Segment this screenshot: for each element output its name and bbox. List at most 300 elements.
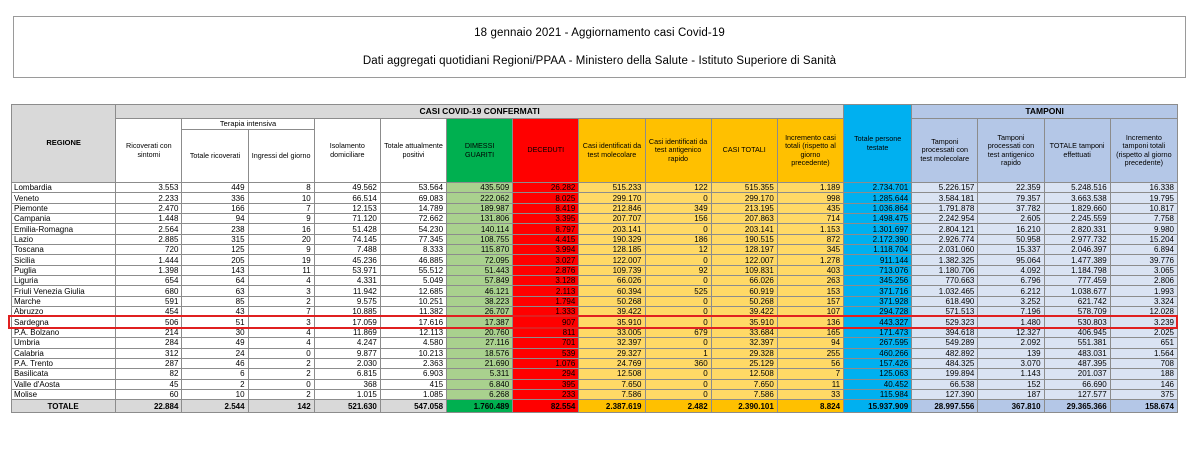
table-cell: 122.007 (711, 255, 777, 265)
table-cell: 66.026 (711, 276, 777, 286)
table-cell: 19 (248, 255, 314, 265)
table-cell: 4 (248, 338, 314, 348)
table-cell: 1.278 (777, 255, 843, 265)
table-row (12, 203, 1178, 213)
table-cell: 51 (182, 317, 248, 327)
table-cell: 5.311 (447, 369, 513, 379)
table-cell: 7.488 (314, 245, 380, 255)
table-cell: 12.327 (978, 327, 1044, 337)
table-cell: 2.030 (314, 358, 380, 368)
table-cell: 2.172.390 (844, 234, 912, 244)
header-deceduti: DECEDUTI (513, 119, 579, 183)
table-cell: 107 (777, 307, 843, 317)
region-name: Abruzzo (12, 307, 116, 317)
table-cell: 435.509 (447, 183, 513, 193)
table-cell: 46 (182, 358, 248, 368)
table-row (12, 224, 1178, 234)
table-cell: 157 (777, 296, 843, 306)
table-cell: 233 (513, 389, 579, 399)
table-cell: 12.685 (380, 286, 446, 296)
table-cell: 3 (248, 317, 314, 327)
table-cell: 238 (182, 224, 248, 234)
table-cell: 128.185 (579, 245, 645, 255)
table-cell: 60 (116, 389, 182, 399)
table-cell: 315 (182, 234, 248, 244)
table-cell: 651 (1110, 338, 1177, 348)
table-cell: 1.382.325 (912, 255, 978, 265)
table-cell: 415 (380, 379, 446, 389)
table-cell: 50.958 (978, 234, 1044, 244)
table-cell: 71.120 (314, 214, 380, 224)
table-cell: 1.189 (777, 183, 843, 193)
total-row (12, 400, 1178, 413)
table-cell: 1.760.489 (447, 400, 513, 413)
region-name: Toscana (12, 245, 116, 255)
region-name: Sardegna (12, 317, 116, 327)
table-cell: 25.129 (711, 358, 777, 368)
table-cell: 1.076 (513, 358, 579, 368)
table-cell: 454 (116, 307, 182, 317)
table-cell: 1.794 (513, 296, 579, 306)
table-cell: 2 (248, 296, 314, 306)
table-cell: 714 (777, 214, 843, 224)
table-cell: 654 (116, 276, 182, 286)
table-cell: 0 (645, 276, 711, 286)
table-cell: 2.804.121 (912, 224, 978, 234)
table-cell: 131.806 (447, 214, 513, 224)
report-header (13, 16, 1186, 78)
table-cell: 32.397 (711, 338, 777, 348)
table-cell: 2.390.101 (711, 400, 777, 413)
report-subtitle: Dati aggregati quotidiani Regioni/PPAA - Ministero della Salute - Istituto Superiore di Sanità (362, 55, 837, 67)
region-name: Umbria (12, 338, 116, 348)
table-cell: 3.584.181 (912, 193, 978, 203)
table-cell: 449 (182, 183, 248, 193)
table-cell: 157.426 (844, 358, 912, 368)
table-cell: 713.076 (844, 265, 912, 275)
table-cell: 6.815 (314, 369, 380, 379)
table-cell: 156 (645, 214, 711, 224)
table-cell: 29.365.366 (1044, 400, 1110, 413)
table-cell: 190.515 (711, 234, 777, 244)
table-cell: 10.251 (380, 296, 446, 306)
table-cell: 2.031.060 (912, 245, 978, 255)
table-cell: 872 (777, 234, 843, 244)
table-cell: 115.870 (447, 245, 513, 255)
table-cell: 207.863 (711, 214, 777, 224)
table-cell: 26.282 (513, 183, 579, 193)
table-cell: 294.728 (844, 307, 912, 317)
table-cell: 1.480 (978, 317, 1044, 327)
table-cell: 2.113 (513, 286, 579, 296)
table-cell: 166 (182, 203, 248, 213)
table-cell: 153 (777, 286, 843, 296)
table-cell: 1.143 (978, 369, 1044, 379)
header-casi-totali: CASI TOTALI (711, 119, 777, 183)
region-name: Friuli Venezia Giulia (12, 286, 116, 296)
table-cell: 0 (248, 348, 314, 358)
table-cell: 0 (645, 307, 711, 317)
table-cell: 1.498.475 (844, 214, 912, 224)
table-cell: 158.674 (1110, 400, 1177, 413)
table-cell: 2 (248, 358, 314, 368)
table-cell: 9.877 (314, 348, 380, 358)
table-cell: 2.977.732 (1044, 234, 1110, 244)
table-cell: 1.015 (314, 389, 380, 399)
table-cell: 125.063 (844, 369, 912, 379)
table-cell: 8.419 (513, 203, 579, 213)
table-cell: 16.338 (1110, 183, 1177, 193)
table-row (12, 389, 1178, 399)
table-cell: 27.116 (447, 338, 513, 348)
region-name: Molise (12, 389, 116, 399)
header-terapia-intensiva: Terapia intensiva (182, 119, 314, 130)
table-cell: 35.910 (579, 317, 645, 327)
table-cell: 55.512 (380, 265, 446, 275)
table-cell: 33 (777, 389, 843, 399)
table-cell: 4.415 (513, 234, 579, 244)
table-cell: 284 (116, 338, 182, 348)
table-row (12, 265, 1178, 275)
header-tamponi-molecolare: Tamponi processati con test molecolare (912, 119, 978, 183)
header-totale-tamponi: TOTALE tamponi effettuati (1044, 119, 1110, 183)
table-cell: 186 (645, 234, 711, 244)
table-cell: 22.884 (116, 400, 182, 413)
table-cell: 53.564 (380, 183, 446, 193)
table-cell: 7.650 (711, 379, 777, 389)
table-cell: 777.459 (1044, 276, 1110, 286)
table-cell: 17.387 (447, 317, 513, 327)
region-name: P.A. Trento (12, 358, 116, 368)
table-cell: 10.213 (380, 348, 446, 358)
table-cell: 39.776 (1110, 255, 1177, 265)
table-cell: 375 (1110, 389, 1177, 399)
table-cell: 57.849 (447, 276, 513, 286)
table-cell: 907 (513, 317, 579, 327)
table-cell: 0 (645, 317, 711, 327)
region-name: Veneto (12, 193, 116, 203)
table-cell: 2.564 (116, 224, 182, 234)
table-cell: 10 (182, 389, 248, 399)
table-cell: 6 (182, 369, 248, 379)
table-cell: 525 (645, 286, 711, 296)
table-cell: 539 (513, 348, 579, 358)
table-cell: 16.210 (978, 224, 1044, 234)
table-cell: 2.926.774 (912, 234, 978, 244)
table-cell: 618.490 (912, 296, 978, 306)
table-cell: 1.180.706 (912, 265, 978, 275)
table-cell: 43 (182, 307, 248, 317)
table-cell: 0 (645, 338, 711, 348)
table-cell: 32.397 (579, 338, 645, 348)
table-row (12, 234, 1178, 244)
table-cell: 2.482 (645, 400, 711, 413)
table-cell: 10 (248, 193, 314, 203)
table-cell: 2.734.701 (844, 183, 912, 193)
table-cell: 171.473 (844, 327, 912, 337)
table-cell: 1.993 (1110, 286, 1177, 296)
table-cell: 551.381 (1044, 338, 1110, 348)
table-cell: 128.197 (711, 245, 777, 255)
table-cell: 4.580 (380, 338, 446, 348)
table-cell: 7.650 (579, 379, 645, 389)
table-cell: 2.025 (1110, 327, 1177, 337)
table-cell: 66.538 (912, 379, 978, 389)
region-name: Lazio (12, 234, 116, 244)
table-row (12, 245, 1178, 255)
table-cell: 998 (777, 193, 843, 203)
table-cell: 203.141 (579, 224, 645, 234)
table-cell: 69.083 (380, 193, 446, 203)
table-cell: 74.145 (314, 234, 380, 244)
section-casi-confermati: CASI COVID-19 CONFERMATI (116, 105, 844, 119)
table-row (12, 369, 1178, 379)
table-cell: 6.212 (978, 286, 1044, 296)
table-row (12, 276, 1178, 286)
table-cell: 3.252 (978, 296, 1044, 306)
table-cell: 139 (978, 348, 1044, 358)
table-cell: 94 (777, 338, 843, 348)
table-cell: 9.980 (1110, 224, 1177, 234)
table-cell: 22.359 (978, 183, 1044, 193)
table-cell: 11 (777, 379, 843, 389)
table-cell: 19.795 (1110, 193, 1177, 203)
table-cell: 3.395 (513, 214, 579, 224)
table-cell: 4.331 (314, 276, 380, 286)
table-cell: 679 (645, 327, 711, 337)
table-cell: 2.233 (116, 193, 182, 203)
table-cell: 811 (513, 327, 579, 337)
table-cell: 49 (182, 338, 248, 348)
table-cell: 20.760 (447, 327, 513, 337)
total-label: TOTALE (12, 400, 116, 413)
table-cell: 109.739 (579, 265, 645, 275)
table-cell: 10.885 (314, 307, 380, 317)
table-row (12, 183, 1178, 193)
region-name: Emilia-Romagna (12, 224, 116, 234)
table-cell: 45.236 (314, 255, 380, 265)
table-cell: 2.387.619 (579, 400, 645, 413)
table-cell: 1.564 (1110, 348, 1177, 358)
table-cell: 547.058 (380, 400, 446, 413)
table-cell: 50.268 (711, 296, 777, 306)
table-cell: 6.796 (978, 276, 1044, 286)
table-row (12, 255, 1178, 265)
table-cell: 708 (1110, 358, 1177, 368)
table-cell: 45 (116, 379, 182, 389)
table-cell: 30 (182, 327, 248, 337)
table-cell: 4 (248, 276, 314, 286)
table-cell: 38.223 (447, 296, 513, 306)
table-cell: 15.204 (1110, 234, 1177, 244)
table-cell: 482.892 (912, 348, 978, 358)
table-cell: 122 (645, 183, 711, 193)
table-cell: 2.885 (116, 234, 182, 244)
table-cell: 212.846 (579, 203, 645, 213)
table-row (12, 317, 1178, 327)
region-name: Sicilia (12, 255, 116, 265)
table-cell: 51.443 (447, 265, 513, 275)
table-cell: 371.928 (844, 296, 912, 306)
table-cell: 571.513 (912, 307, 978, 317)
table-cell: 0 (248, 379, 314, 389)
table-cell: 2.605 (978, 214, 1044, 224)
table-cell: 115.984 (844, 389, 912, 399)
table-cell: 443.327 (844, 317, 912, 327)
table-cell: 621.742 (1044, 296, 1110, 306)
table-row (12, 379, 1178, 389)
table-cell: 66.026 (579, 276, 645, 286)
table-cell: 12.153 (314, 203, 380, 213)
table-cell: 0 (645, 224, 711, 234)
header-casi-molecolare: Casi identificati da test molecolare (579, 119, 645, 183)
table-cell: 406.945 (1044, 327, 1110, 337)
table-cell: 435 (777, 203, 843, 213)
table-cell: 0 (645, 193, 711, 203)
table-cell: 9 (248, 214, 314, 224)
table-cell: 7.586 (711, 389, 777, 399)
table-cell: 1.477.389 (1044, 255, 1110, 265)
table-cell: 3.128 (513, 276, 579, 286)
region-name: Marche (12, 296, 116, 306)
table-cell: 267.595 (844, 338, 912, 348)
table-cell: 312 (116, 348, 182, 358)
table-cell: 21.690 (447, 358, 513, 368)
table-cell: 720 (116, 245, 182, 255)
table-cell: 2.245.559 (1044, 214, 1110, 224)
region-name: Campania (12, 214, 116, 224)
table-cell: 299.170 (711, 193, 777, 203)
region-name: Puglia (12, 265, 116, 275)
table-cell: 140.114 (447, 224, 513, 234)
table-cell: 77.345 (380, 234, 446, 244)
table-cell: 4 (248, 327, 314, 337)
table-cell: 345 (777, 245, 843, 255)
table-cell: 1.398 (116, 265, 182, 275)
table-cell: 294 (513, 369, 579, 379)
table-cell: 24.769 (579, 358, 645, 368)
table-cell: 33.005 (579, 327, 645, 337)
table-cell: 51.428 (314, 224, 380, 234)
table-cell: 7 (248, 307, 314, 317)
table-cell: 2.242.954 (912, 214, 978, 224)
table-cell: 371.716 (844, 286, 912, 296)
table-cell: 37.782 (978, 203, 1044, 213)
table-row (12, 286, 1178, 296)
table-cell: 7.196 (978, 307, 1044, 317)
table-cell: 7.586 (579, 389, 645, 399)
region-name: Lombardia (12, 183, 116, 193)
table-cell: 2.470 (116, 203, 182, 213)
table-cell: 201.037 (1044, 369, 1110, 379)
table-body (12, 183, 1178, 413)
table-cell: 0 (645, 379, 711, 389)
table-cell: 0 (645, 296, 711, 306)
table-cell: 15.937.909 (844, 400, 912, 413)
table-row (12, 348, 1178, 358)
table-cell: 143 (182, 265, 248, 275)
region-name: Liguria (12, 276, 116, 286)
section-tamponi: TAMPONI (912, 105, 1178, 119)
table-cell: 1.301.697 (844, 224, 912, 234)
table-cell: 79.357 (978, 193, 1044, 203)
table-cell: 2.046.397 (1044, 245, 1110, 255)
table-cell: 521.630 (314, 400, 380, 413)
table-cell: 0 (645, 255, 711, 265)
table-cell: 578.709 (1044, 307, 1110, 317)
table-cell: 911.144 (844, 255, 912, 265)
table-cell: 17.059 (314, 317, 380, 327)
table-row (12, 307, 1178, 317)
table-cell: 4.092 (978, 265, 1044, 275)
table-cell: 60.394 (579, 286, 645, 296)
header-incremento-casi: Incremento casi totali (rispetto al giorno precedente) (777, 119, 843, 183)
table-cell: 35.910 (711, 317, 777, 327)
header-isolamento: Isolamento domiciliare (314, 119, 380, 183)
table-cell: 50.268 (579, 296, 645, 306)
table-cell: 1.038.677 (1044, 286, 1110, 296)
table-cell: 403 (777, 265, 843, 275)
table-cell: 18.576 (447, 348, 513, 358)
table-cell: 125 (182, 245, 248, 255)
table-cell: 142 (248, 400, 314, 413)
table-cell: 16 (248, 224, 314, 234)
table-cell: 12 (645, 245, 711, 255)
header-persone-testate: Totale persone testate (844, 105, 912, 183)
header-tamponi-antigenico: Tamponi processati con test antigenico rapido (978, 119, 1044, 183)
table-cell: 53.971 (314, 265, 380, 275)
table-cell: 82 (116, 369, 182, 379)
table-cell: 3.070 (978, 358, 1044, 368)
table-cell: 8.025 (513, 193, 579, 203)
table-cell: 11 (248, 265, 314, 275)
table-cell: 460.266 (844, 348, 912, 358)
table-cell: 12.028 (1110, 307, 1177, 317)
header-totale-ricoverati: Totale ricoverati (182, 130, 248, 183)
table-cell: 188 (1110, 369, 1177, 379)
table-cell: 287 (116, 358, 182, 368)
table-cell: 7 (777, 369, 843, 379)
table-cell: 701 (513, 338, 579, 348)
table-cell: 12.508 (579, 369, 645, 379)
table-cell: 1.032.465 (912, 286, 978, 296)
table-cell: 1.085 (380, 389, 446, 399)
table-cell: 1.829.660 (1044, 203, 1110, 213)
table-row (12, 214, 1178, 224)
table-cell: 146 (1110, 379, 1177, 389)
table-cell: 487.395 (1044, 358, 1110, 368)
table-cell: 2.820.331 (1044, 224, 1110, 234)
table-cell: 367.810 (978, 400, 1044, 413)
table-cell: 255 (777, 348, 843, 358)
table-cell: 95.064 (978, 255, 1044, 265)
table-cell: 549.289 (912, 338, 978, 348)
table-cell: 72.095 (447, 255, 513, 265)
header-regione: REGIONE (12, 105, 116, 183)
region-name: Calabria (12, 348, 116, 358)
table-cell: 395 (513, 379, 579, 389)
table-cell: 3.324 (1110, 296, 1177, 306)
table-cell: 122.007 (579, 255, 645, 265)
table-cell: 213.195 (711, 203, 777, 213)
table-cell: 9.575 (314, 296, 380, 306)
table-cell: 2 (182, 379, 248, 389)
table-cell: 136 (777, 317, 843, 327)
table-cell: 9 (248, 245, 314, 255)
table-row (12, 358, 1178, 368)
table-cell: 6.268 (447, 389, 513, 399)
table-cell: 17.616 (380, 317, 446, 327)
